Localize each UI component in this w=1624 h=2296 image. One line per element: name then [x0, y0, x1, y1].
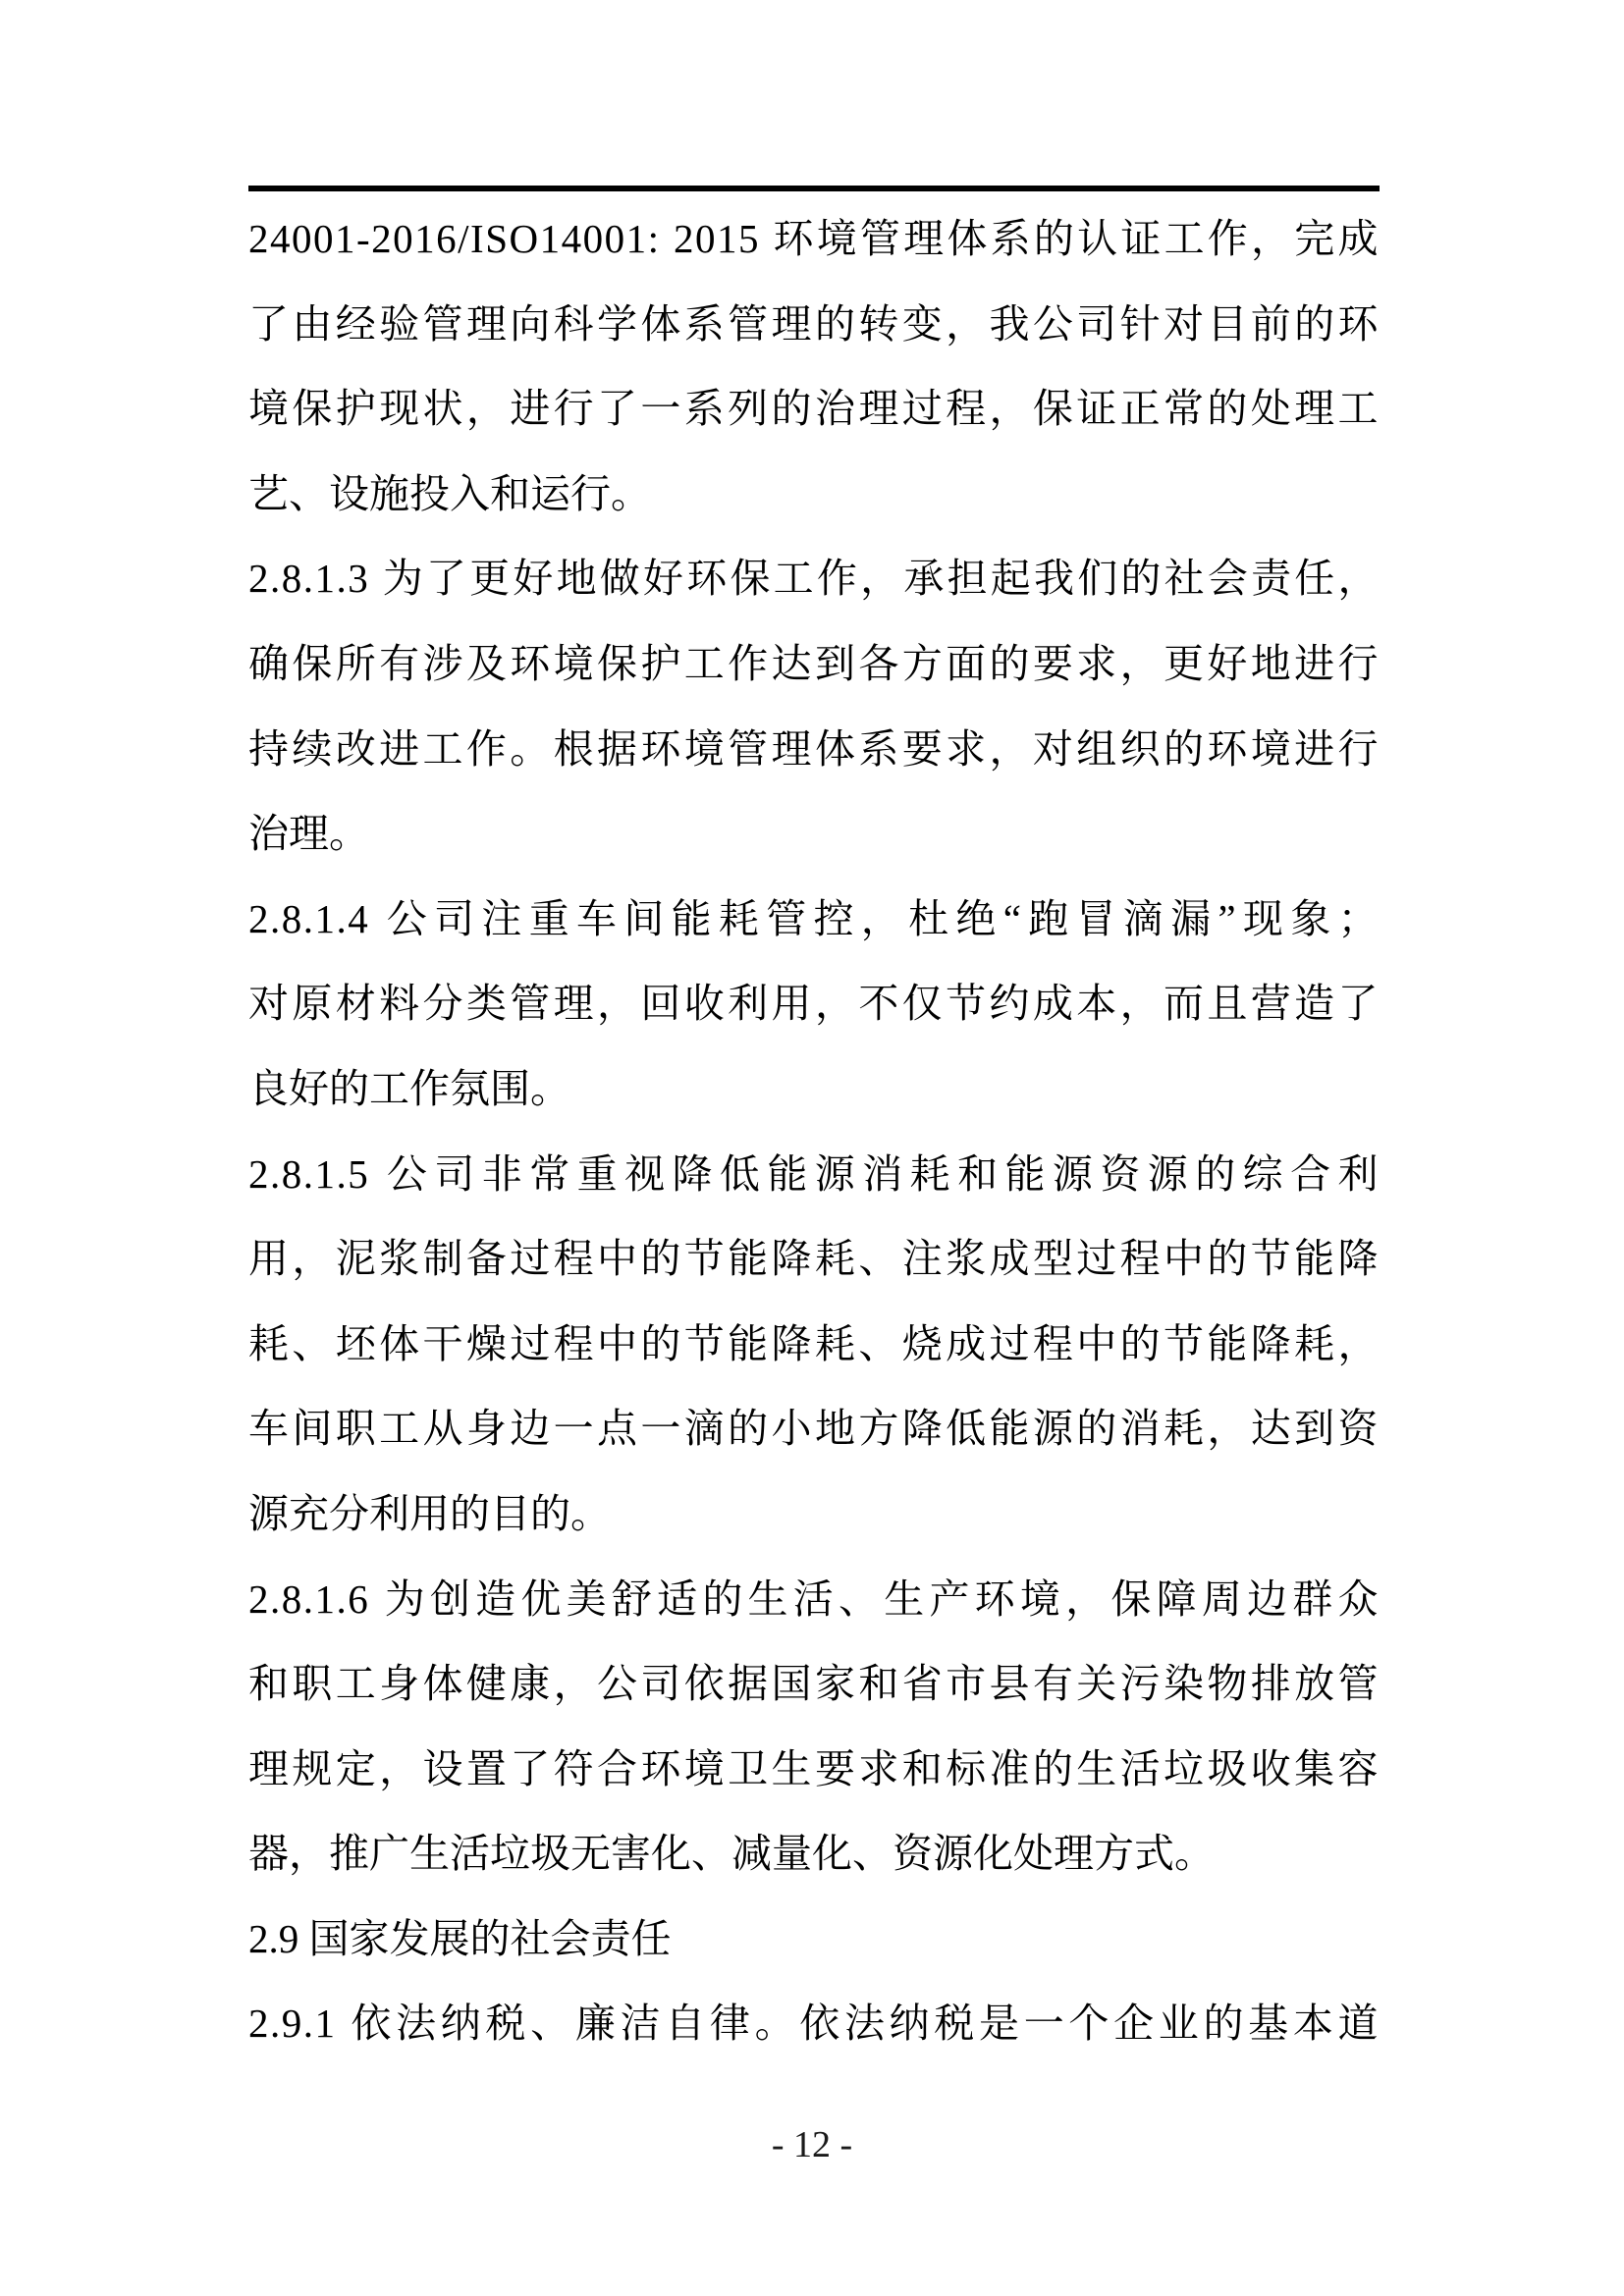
text-line: 和职工身体健康，公司依据国家和省市县有关污染物排放管 [248, 1661, 1380, 1707]
page-number: - 12 - [771, 2124, 853, 2165]
text-line: 源充分利用的目的。 [248, 1490, 611, 1536]
header-rule [248, 186, 1380, 191]
text-line: 2.8.1.4 公司注重车间能耗管控，杜绝“跑冒滴漏”现象； [248, 895, 1380, 941]
document-body [248, 196, 1380, 2066]
text-line: 理规定，设置了符合环境卫生要求和标准的生活垃圾收集容 [248, 1745, 1380, 1791]
text-line: 2.8.1.5 公司非常重视降低能源消耗和能源资源的综合利 [248, 1150, 1380, 1197]
text-line: 2.9 国家发展的社会责任 [248, 1915, 672, 1961]
text-line: 耗、坯体干燥过程中的节能降耗、烧成过程中的节能降耗， [248, 1320, 1380, 1366]
text-line: 境保护现状，进行了一系列的治理过程，保证正常的处理工 [248, 386, 1380, 432]
text-line: 器，推广生活垃圾无害化、减量化、资源化处理方式。 [248, 1831, 1215, 1877]
text-line: 对原材料分类管理，回收利用，不仅节约成本，而且营造了 [248, 981, 1380, 1027]
text-line: 持续改进工作。根据环境管理体系要求，对组织的环境进行 [248, 725, 1380, 772]
text-line: 2.9.1 依法纳税、廉洁自律。依法纳税是一个企业的基本道 [248, 2001, 1380, 2047]
text-line: 治理。 [248, 811, 369, 857]
text-line: 了由经验管理向科学体系管理的转变，我公司针对目前的环 [248, 300, 1380, 347]
text-line: 2.8.1.6 为创造优美舒适的生活、生产环境，保障周边群众 [248, 1575, 1380, 1622]
text-line: 车间职工从身边一点一滴的小地方降低能源的消耗，达到资 [248, 1406, 1380, 1452]
text-line: 用，泥浆制备过程中的节能降耗、注浆成型过程中的节能降 [248, 1236, 1380, 1282]
text-line: 良好的工作氛围。 [248, 1065, 570, 1111]
text-line: 24001-2016/ISO14001: 2015 环境管理体系的认证工作，完成 [248, 216, 1380, 261]
text-line: 确保所有涉及环境保护工作达到各方面的要求，更好地进行 [248, 640, 1380, 686]
text-line: 2.8.1.3 为了更好地做好环保工作，承担起我们的社会责任， [248, 556, 1380, 602]
text-line: 艺、设施投入和运行。 [248, 470, 651, 516]
